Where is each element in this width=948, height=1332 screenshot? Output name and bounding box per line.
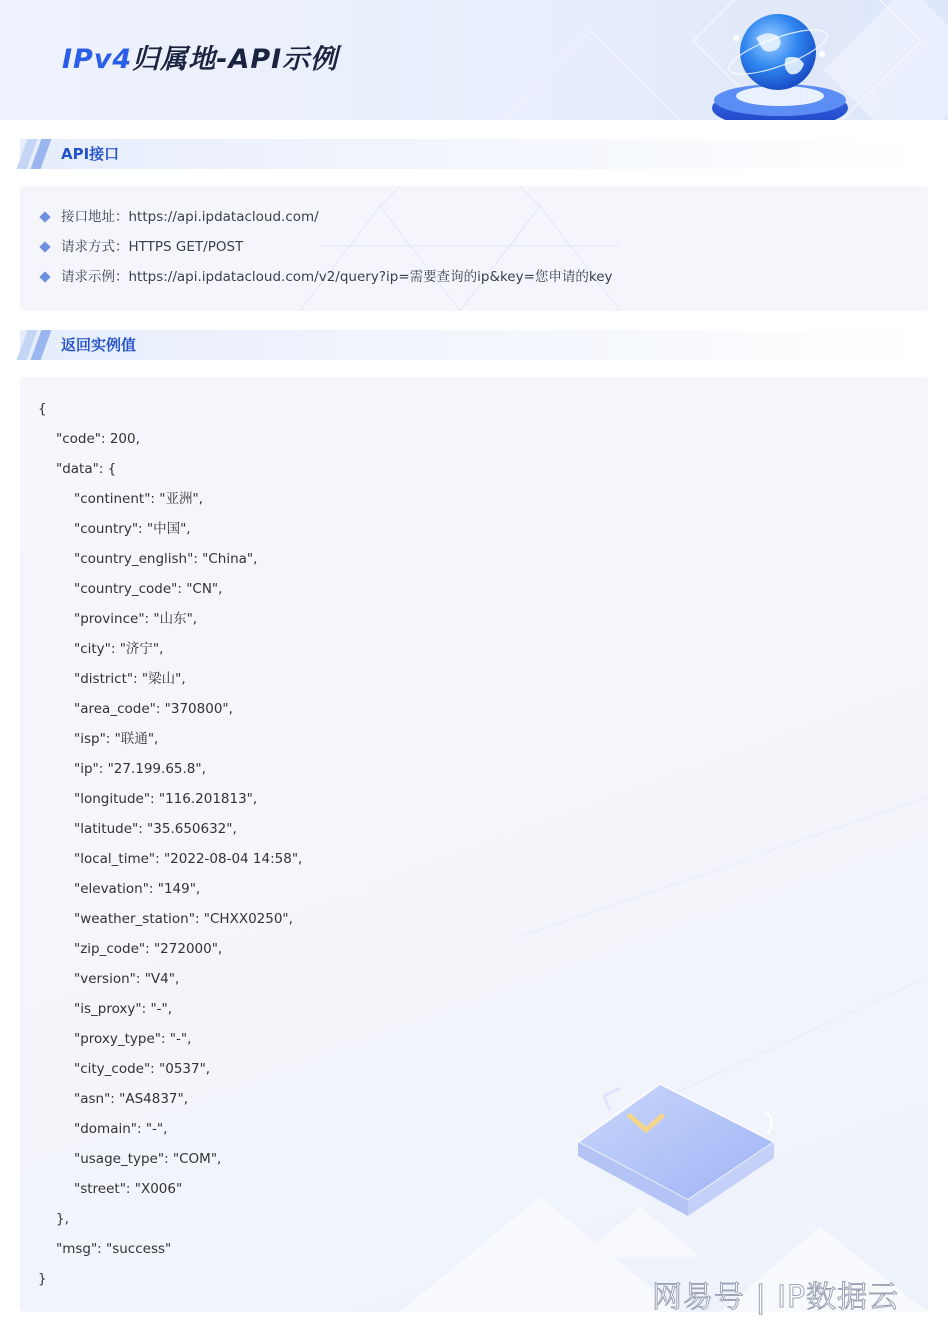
json-line: "proxy_type": "-", <box>74 1031 192 1047</box>
json-line: "elevation": "149", <box>74 881 201 897</box>
json-line: "street": "X006" <box>74 1181 183 1197</box>
json-line: "country_code": "CN", <box>74 581 223 597</box>
page-title <box>62 40 338 80</box>
json-line: "local_time": "2022-08-04 14:58", <box>74 851 303 867</box>
json-line: "district": "梁山", <box>74 671 186 687</box>
json-line: "city": "济宁", <box>74 641 164 657</box>
diamond-bullet-icon <box>39 211 50 222</box>
json-line: "weather_station": "CHXX0250", <box>74 911 293 927</box>
item-value: HTTPS GET/POST <box>128 239 244 255</box>
json-line: "province": "山东", <box>74 611 198 627</box>
cube-illustration <box>560 1070 790 1230</box>
api-section-heading <box>20 139 928 169</box>
api-info-panel <box>20 186 928 311</box>
json-line: "asn": "AS4837", <box>74 1091 188 1107</box>
response-panel <box>20 377 928 1312</box>
json-line: "domain": "-", <box>74 1121 168 1137</box>
globe-illustration <box>706 8 856 120</box>
json-line: "longitude": "116.201813", <box>74 791 258 807</box>
json-line: "area_code": "370800", <box>74 701 233 717</box>
json-line: "ip": "27.199.65.8", <box>74 761 206 777</box>
list-item <box>40 234 613 264</box>
json-line: "msg": "success" <box>56 1241 172 1257</box>
response-section-title: 返回实例值 <box>61 336 137 354</box>
json-line: "code": 200, <box>56 431 140 447</box>
json-line: } <box>38 1271 47 1287</box>
item-value: https://api.ipdatacloud.com/ <box>128 209 319 225</box>
json-line: "country_english": "China", <box>74 551 258 567</box>
json-line: "version": "V4", <box>74 971 180 987</box>
list-item <box>40 264 613 294</box>
json-line: "country": "中国", <box>74 521 191 537</box>
item-label: 请求方式： <box>61 239 129 255</box>
json-line: "continent": "亚洲", <box>74 491 203 507</box>
json-line: }, <box>56 1211 69 1227</box>
response-section-heading <box>20 330 928 360</box>
watermark-text: 网易号 | IP数据云 <box>652 1280 900 1315</box>
diamond-bullet-icon <box>39 241 50 252</box>
list-item <box>40 204 613 234</box>
title-rest: 归属地-API示例 <box>132 44 339 75</box>
header-banner <box>0 0 948 120</box>
json-line: "usage_type": "COM", <box>74 1151 222 1167</box>
json-line: { <box>38 401 47 417</box>
item-label: 请求示例： <box>61 269 129 285</box>
json-code-block <box>38 396 302 1296</box>
json-line: "is_proxy": "-", <box>74 1001 173 1017</box>
item-value: https://api.ipdatacloud.com/v2/query?ip=需要查询的ip&key=您申请的key <box>128 269 613 285</box>
api-section-title: API接口 <box>61 145 120 163</box>
diamond-bullet-icon <box>39 271 50 282</box>
title-prefix: IPv4 <box>62 44 133 75</box>
item-label: 接口地址： <box>61 209 129 225</box>
json-line: "zip_code": "272000", <box>74 941 223 957</box>
json-line: "latitude": "35.650632", <box>74 821 237 837</box>
json-line: "isp": "联通", <box>74 731 159 747</box>
json-line: "data": { <box>56 461 117 477</box>
banner-decoration <box>491 31 692 120</box>
json-line: "city_code": "0537", <box>74 1061 211 1077</box>
api-info-list <box>40 204 613 294</box>
